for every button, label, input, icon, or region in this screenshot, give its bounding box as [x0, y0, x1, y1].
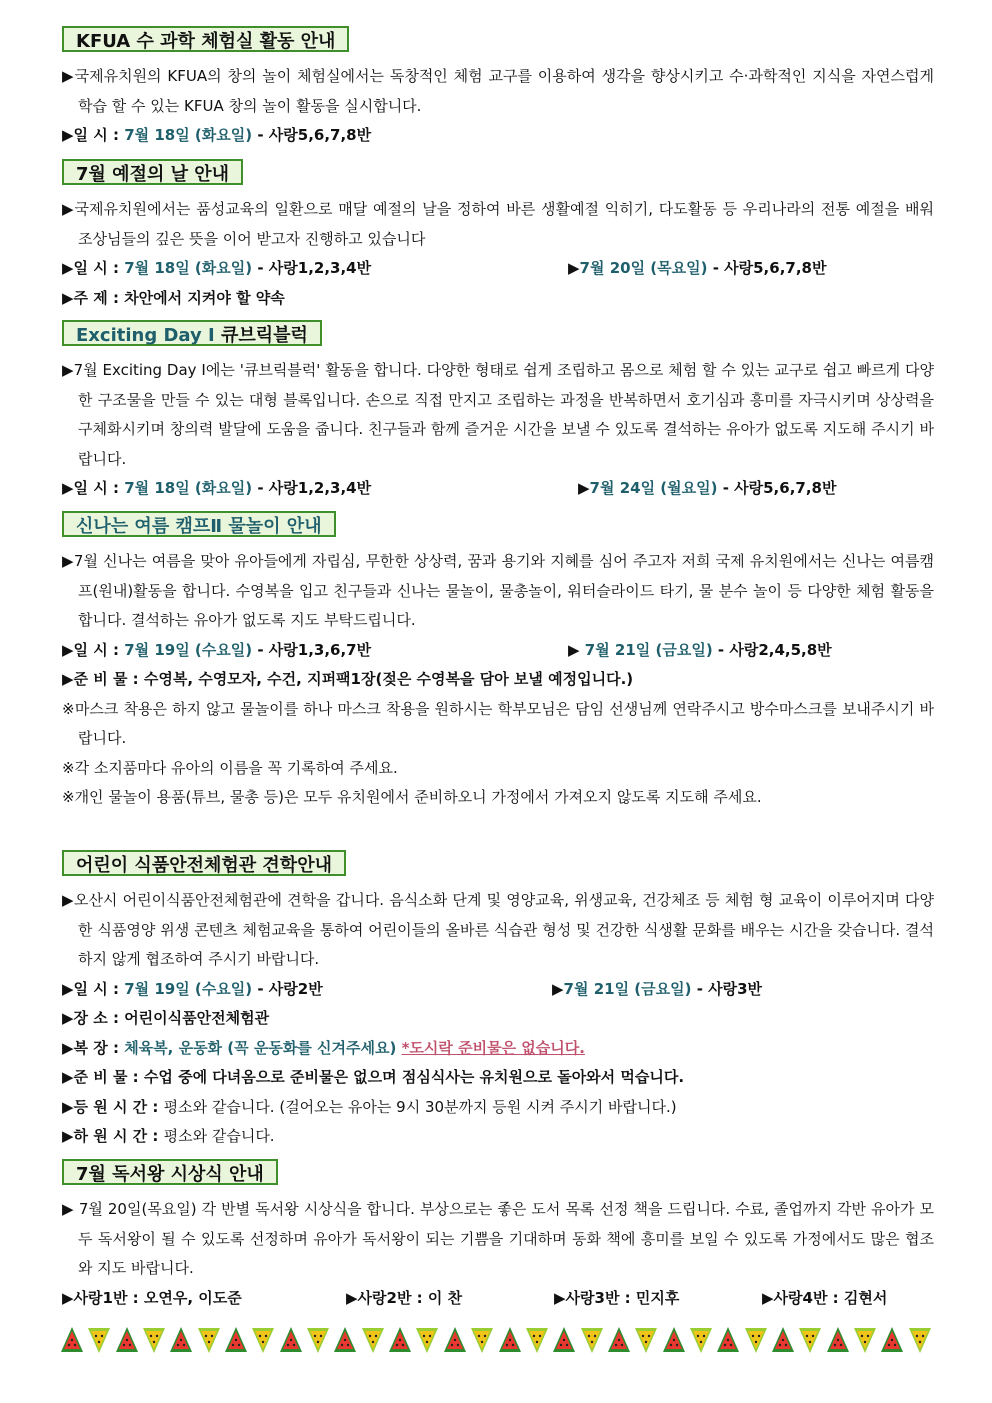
watermelon-slice-icon [744, 1325, 768, 1355]
section-body: ▶국제유치원의 KFUA의 창의 놀이 체험실에서는 독창적인 체험 교구를 이용하여 생각을 향상시키고 수·과학적인 지식을 자연스럽게 학습 할 수 있는 KFUA 창의 놀이 활동을 실시합니다. [62, 67, 934, 115]
watermelon-slice-icon [470, 1325, 494, 1355]
watermelon-slice-icon [60, 1325, 84, 1355]
section-summer-camp [62, 511, 934, 813]
watermelon-slice-icon [634, 1325, 658, 1355]
theme-value: 차안에서 지켜야 할 약속 [124, 288, 285, 307]
place-value: 어린이식품안전체험관 [124, 1009, 270, 1027]
class-value: - 사랑1,2,3,4반 [252, 479, 372, 497]
date-value: 7월 18일 (화요일) [124, 259, 253, 277]
section-body: ▶7월 Exciting Day Ⅰ에는 '큐브릭블럭' 활동을 합니다. 다양한 형태로 쉽게 조립하고 몸으로 체험 할 수 있는 교구로 쉽고 빠르게 다양한 구조물을 만들 수 있는 대형 블록입니다. 손으로 직접 만지고 조립하는 과정을 반복하면서 호기심과 흥미를 자극시키며 상상력을 구체화시키며 창의력 발달에 도움을 줍니다. 친구들과 함께 즐거운 시간을 보낼 수 있도록 결석하는 유아가 없도록 지도해 주시기 바랍니다. [62, 361, 934, 468]
watermelon-slice-icon [662, 1325, 686, 1355]
watermelon-slice-icon [443, 1325, 467, 1355]
arrive-label: ▶등 원 시 간 : [62, 1097, 164, 1116]
class-value: - 사랑1,3,6,7반 [252, 640, 372, 659]
date-label: ▶일 시 : [62, 640, 125, 659]
date-value-2: 7월 20일 (목요일) [579, 259, 708, 277]
prep-label: ▶준 비 물 : [62, 1068, 144, 1086]
watermelon-slice-icon [224, 1325, 248, 1355]
watermelon-slice-icon [525, 1325, 549, 1355]
date-value: 7월 19일 (수요일) [124, 979, 253, 998]
winner-class-4: ▶사랑4반 : 김현서 [762, 1288, 888, 1307]
section-body: ▶국제유치원에서는 품성교육의 일환으로 매달 예절의 날을 정하여 바른 생활예절 익히기, 다도활동 등 우리나라의 전통 예절을 배워 조상님들의 깊은 뜻을 이어 받고자 진행하고 있습니다 [62, 200, 934, 248]
note-toys: ※개인 물놀이 용품(튜브, 물총 등)은 모두 유치원에서 준비하오니 가정에서 가져오지 않도록 지도해 주세요. [62, 788, 762, 806]
winner-class-3: ▶사랑3반 : 민지후 [554, 1288, 680, 1307]
watermelon-slice-icon [388, 1325, 412, 1355]
wear-note: *도시락 준비물은 없습니다. [401, 1038, 585, 1057]
place-label: ▶장 소 : [62, 1009, 125, 1027]
date-label: ▶일 시 : [62, 979, 125, 998]
watermelon-slice-icon [279, 1325, 303, 1355]
class-value-2: - 사랑5,6,7,8반 [717, 479, 837, 497]
section-title [62, 320, 322, 346]
watermelon-slice-icon [333, 1325, 357, 1355]
section-food-safety [62, 850, 934, 1152]
prep-label: ▶준 비 물 : [62, 670, 144, 688]
winner-class-1: ▶사랑1반 : 오연우, 이도준 [62, 1288, 242, 1307]
arrow: ▶ [578, 479, 590, 497]
theme-label: ▶주 제 : [62, 288, 125, 307]
wear-label: ▶복 장 : [62, 1038, 125, 1057]
watermelon-slice-icon [689, 1325, 713, 1355]
arrow: ▶ [568, 640, 585, 659]
leave-value: 평소와 같습니다. [163, 1127, 275, 1145]
class-value: - 사랑2반 [252, 979, 323, 998]
watermelon-slice-icon [908, 1325, 932, 1355]
note-mask: ※마스크 착용은 하지 않고 물놀이를 하나 마스크 착용을 원하시는 학부모님은 담임 선생님께 연락주시고 방수마스크를 보내주시기 바랍니다. [62, 699, 934, 747]
watermelon-slice-icon [880, 1325, 904, 1355]
section-body: ▶7월 신나는 여름을 맞아 유아들에게 자립심, 무한한 상상력, 꿈과 용기와 지혜를 심어 주고자 저희 국제 유치원에서는 신나는 여름캠프(원내)활동을 합니다. 수영복을 입고 친구들과 신나는 물놀이, 물총놀이, 워터슬라이드 타기, 물 분수 놀이 등 다양한 체험 활동을 합니다. 결석하는 유아가 없도록 지도 부탁드립니다. [62, 552, 934, 629]
arrive-value: 평소와 같습니다. (걸어오는 유아는 9시 30분까지 등원 시켜 주시기 바랍니다.) [163, 1097, 677, 1116]
class-value-2: - 사랑5,6,7,8반 [707, 259, 827, 277]
title-korean: 큐브릭블럭 [214, 325, 308, 346]
watermelon-slice-icon [498, 1325, 522, 1355]
watermelon-border [60, 1325, 932, 1359]
date-value-2: 7월 21일 (금요일) [584, 640, 713, 659]
section-title: 7월 예절의 날 안내 [62, 159, 243, 185]
arrow: ▶ [568, 259, 580, 277]
class-value: - 사랑5,6,7,8반 [252, 126, 372, 144]
section-body: ▶오산시 어린이식품안전체험관에 견학을 갑니다. 음식소화 단계 및 영양교육, 위생교육, 건강체조 등 체험 형 교육이 이루어지며 다양한 식품영양 위생 콘텐츠 체험교육을 통하여 어린이들의 올바른 식습관 형성 및 건강한 식생활 문화를 배우는 시간을 갖습니다. 결석하지 않게 협조하여 주시기 바랍니다. [62, 891, 934, 968]
date-label: ▶일 시 : [62, 479, 125, 497]
watermelon-slice-icon [853, 1325, 877, 1355]
watermelon-slice-icon [415, 1325, 439, 1355]
watermelon-slice-icon [607, 1325, 631, 1355]
class-value-2: - 사랑3반 [691, 979, 763, 998]
section-title: 어린이 식품안전체험관 견학안내 [62, 850, 346, 876]
title-english: Exciting Day Ⅰ [76, 325, 215, 346]
date-value-2: 7월 24일 (월요일) [589, 479, 718, 497]
prep-value: 수영복, 수영모자, 수건, 지퍼팩1장(젖은 수영복을 담아 보낼 예정입니다.) [143, 670, 634, 688]
watermelon-slice-icon [580, 1325, 604, 1355]
date-value-2: 7월 21일 (금요일) [563, 979, 692, 998]
section-title: KFUA 수 과학 체험실 활동 안내 [62, 26, 349, 52]
watermelon-slice-icon [169, 1325, 193, 1355]
watermelon-slice-icon [361, 1325, 385, 1355]
section-body: ▶ 7월 20일(목요일) 각 반별 독서왕 시상식을 합니다. 부상으로는 좋은 도서 목록 선정 책을 드립니다. 수료, 졸업까지 각반 유아가 모두 독서왕이 될 수 있도록 선정하며 유아가 독서왕이 되는 기쁨을 기대하며 동화 책에 흥미를 보일 수 있도록 가정에서도 많은 협조와 지도 바랍니다. [62, 1200, 934, 1277]
watermelon-slice-icon [306, 1325, 330, 1355]
watermelon-slice-icon [197, 1325, 221, 1355]
prep-value: 수업 중에 다녀옴으로 준비물은 없으며 점심식사는 유치원으로 돌아와서 먹습니다. [143, 1068, 685, 1086]
winner-class-2: ▶사랑2반 : 이 찬 [346, 1288, 463, 1307]
watermelon-slice-icon [142, 1325, 166, 1355]
class-value-2: - 사랑2,4,5,8반 [712, 640, 832, 659]
watermelon-slice-icon [798, 1325, 822, 1355]
date-value: 7월 19일 (수요일) [124, 640, 253, 659]
watermelon-slice-icon [87, 1325, 111, 1355]
note-names: ※각 소지품마다 유아의 이름을 꼭 기록하여 주세요. [62, 758, 398, 777]
date-value: 7월 18일 (화요일) [124, 126, 253, 144]
date-label: ▶일 시 : [62, 126, 125, 144]
section-title: 7월 독서왕 시상식 안내 [62, 1159, 278, 1185]
section-title: 신나는 여름 캠프Ⅱ 물놀이 안내 [62, 511, 336, 537]
section-exciting-day [62, 320, 934, 504]
date-label: ▶일 시 : [62, 259, 125, 277]
watermelon-slice-icon [115, 1325, 139, 1355]
watermelon-slice-icon [552, 1325, 576, 1355]
date-value: 7월 18일 (화요일) [124, 479, 253, 497]
section-etiquette [62, 159, 934, 313]
watermelon-slice-icon [771, 1325, 795, 1355]
watermelon-slice-icon [251, 1325, 275, 1355]
watermelon-slice-icon [826, 1325, 850, 1355]
wear-value: 체육복, 운동화 (꼭 운동화를 신겨주세요) [124, 1038, 402, 1057]
section-kfua [62, 26, 934, 151]
leave-label: ▶하 원 시 간 : [62, 1127, 164, 1145]
arrow: ▶ [552, 979, 564, 998]
section-reading-award [62, 1159, 934, 1313]
class-value: - 사랑1,2,3,4반 [252, 259, 372, 277]
watermelon-slice-icon [716, 1325, 740, 1355]
